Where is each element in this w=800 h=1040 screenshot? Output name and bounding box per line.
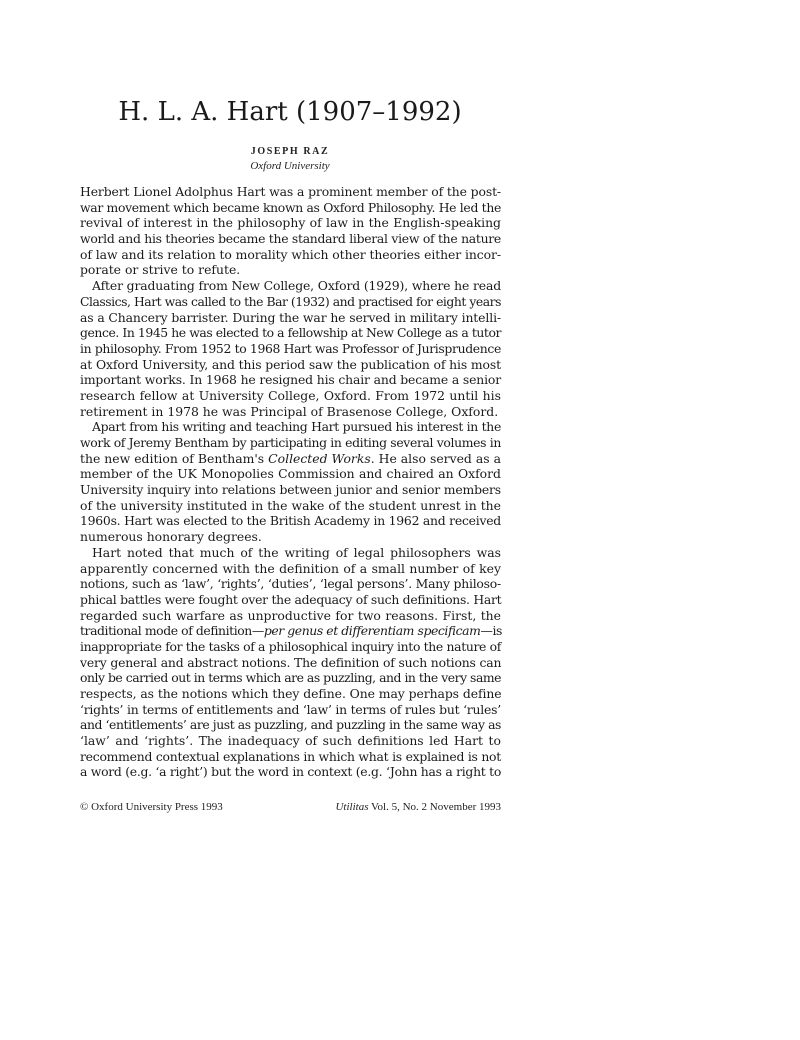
text-line: of law and its relation to morality which other theories either incor- (80, 246, 501, 262)
italic-text: Collected Works (268, 450, 371, 466)
text-line: of the university instituted in the wake of the student unrest in the (80, 497, 501, 513)
text-line: research fellow at University College, Oxford. From 1972 until his (80, 387, 501, 403)
journal-citation (335, 801, 501, 813)
text-line: war movement which became known as Oxford Philosophy. He led the (80, 199, 501, 215)
text-line: at Oxford University, and this period saw the publication of his most (80, 356, 502, 372)
text-line: apparently concerned with the definition of a small number of key (80, 560, 501, 576)
text-segment: the new edition of Bentham's (80, 450, 269, 466)
author-affiliation: Oxford University (250, 160, 330, 172)
text-line: Herbert Lionel Adolphus Hart was a prominent member of the post- (80, 184, 501, 199)
text-line (80, 451, 501, 467)
page-footer (80, 801, 501, 813)
text-line: in philosophy. From 1952 to 1968 Hart was Professor of Jurisprudence (80, 340, 501, 356)
text-line: revival of interest in the philosophy of law in the English-speaking (80, 215, 501, 231)
text-line: phical battles were fought over the adequacy of such definitions. Hart (80, 591, 502, 607)
text-line: porate or strive to refute. (80, 262, 241, 278)
text-line: Classics, Hart was called to the Bar (1932) and practised for eight years (80, 293, 501, 309)
text-line: member of the UK Monopolies Commission and chaired an Oxford (80, 466, 501, 482)
text-line: inappropriate for the tasks of a philosophical inquiry into the nature of (80, 638, 501, 654)
text-line: a word (e.g. ‘a right’) but the word in context (e.g. ‘John has a right to (80, 764, 501, 780)
text-line: important works. In 1968 he resigned his chair and became a senior (80, 372, 501, 388)
article-body (80, 184, 501, 780)
italic-text: per genus et differentiam specificam (263, 623, 481, 639)
article-title: H. L. A. Hart (1907–1992) (118, 97, 462, 127)
text-line: work of Jeremy Bentham by participating in editing several volumes in (80, 435, 502, 450)
text-line: world and his theories became the standard liberal view of the nature (80, 231, 501, 247)
text-line: very general and abstract notions. The definition of such notions can (80, 654, 502, 670)
text-line: as a Chancery barrister. During the war he served in military intelli- (80, 309, 501, 325)
text-line: ‘rights’ in terms of entitlements and ‘law’ in terms of rules but ‘rules’ (80, 701, 501, 717)
text-line: After graduating from New College, Oxford (1929), where he read (92, 278, 501, 294)
text-line: University inquiry into relations between junior and senior members (80, 482, 501, 498)
text-line: gence. In 1945 he was elected to a fellowship at New College as a tutor (80, 325, 501, 341)
text-segment: traditional mode of definition— (80, 623, 264, 639)
text-line (80, 623, 501, 639)
journal-issue: Vol. 5, No. 2 November 1993 (368, 801, 501, 813)
text-line: only be carried out in terms which are as puzzling, and in the very same (80, 670, 501, 686)
text-segment: . He also served as a (370, 450, 501, 466)
author-name: JOSEPH RAZ (250, 146, 330, 157)
text-line: respects, as the notions which they define. One may perhaps define (80, 686, 502, 701)
text-line: numerous honorary degrees. (80, 529, 262, 545)
text-segment: —is (480, 623, 502, 639)
journal-name: Utilitas (335, 801, 369, 813)
text-line: and ‘entitlements’ are just as puzzling, and puzzling in the same way as (80, 717, 501, 733)
text-line: regarded such warfare as unproductive for two reasons. First, the (80, 607, 501, 623)
text-line: recommend contextual explanations in which what is explained is not (80, 748, 501, 764)
text-line: notions, such as ‘law’, ‘rights’, ‘duties’, ‘legal persons’. Many philoso- (80, 576, 501, 592)
text-line: 1960s. Hart was elected to the British Academy in 1962 and received (80, 513, 501, 529)
text-line: ‘law’ and ‘rights’. The inadequacy of such definitions led Hart to (80, 733, 501, 749)
text-line: Apart from his writing and teaching Hart pursued his interest in the (92, 419, 501, 435)
text-line: retirement in 1978 he was Principal of Brasenose College, Oxford. (80, 403, 499, 419)
text-line: Hart noted that much of the writing of legal philosophers was (92, 544, 501, 560)
copyright-notice: © Oxford University Press 1993 (80, 801, 223, 813)
